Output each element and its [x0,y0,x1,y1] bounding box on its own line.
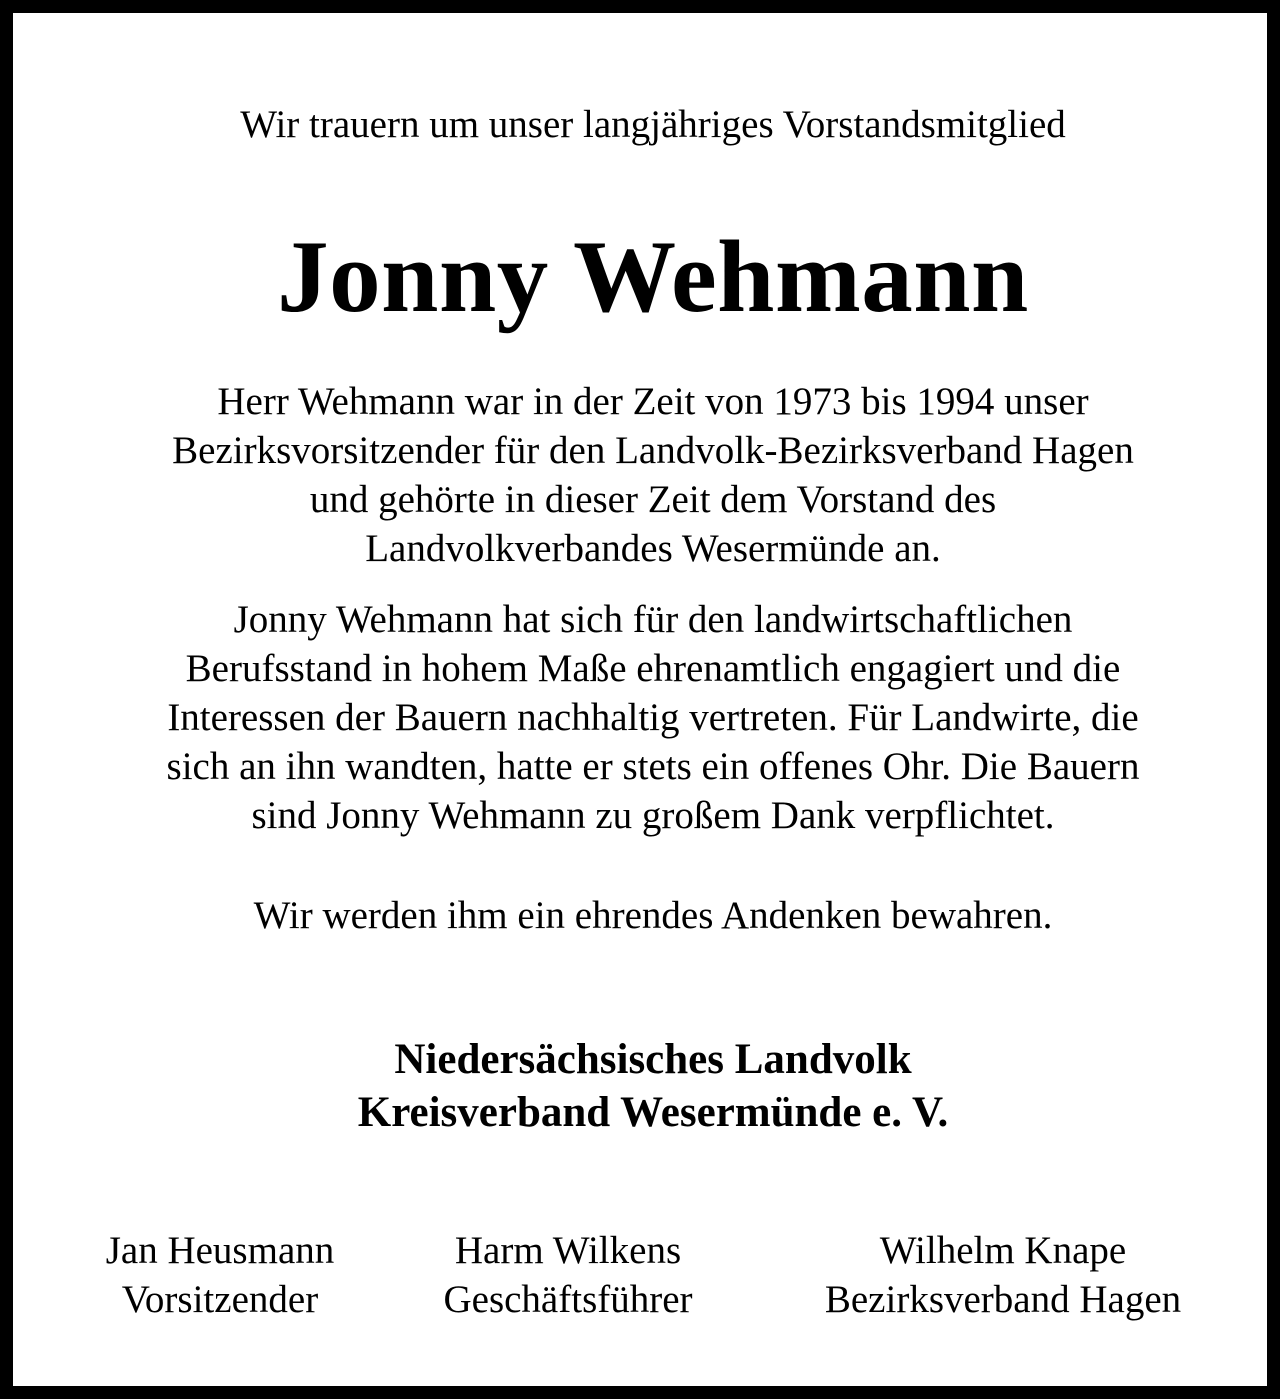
tribute-line: Interessen der Bauern nachhaltig vertreten. Für Landwirte, die [167,696,1139,739]
signatory-name: Harm Wilkens [454,1229,682,1272]
tribute-line: sind Jonny Wehmann zu großem Dank verpflichtet. [251,794,1055,837]
tribute-line: Berufsstand in hohem Maße ehrenamtlich engagiert und die [185,647,1121,690]
closing-text: Wir werden ihm ein ehrendes Andenken bewahren. [253,894,1053,937]
tribute-line: Jonny Wehmann hat sich für den landwirtschaftlichen [233,598,1073,641]
biography-line: Herr Wehmann war in der Zeit von 1973 bis 1994 unser [217,380,1089,423]
organization-name [13,1033,1280,1139]
intro-text: Wir trauern um unser langjähriges Vorstandsmitglied [240,103,1066,146]
biography-paragraph [13,377,1280,573]
signatory [413,1226,723,1324]
biography-line: und gehörte in dieser Zeit dem Vorstand des [309,478,997,521]
organization-line: Niedersächsisches Landvolk [394,1036,912,1083]
deceased-name: Jonny Wehmann [277,220,1029,334]
signatory-role: Geschäftsführer [443,1278,693,1321]
organization-line: Kreisverband Wesermünde e. V. [357,1089,949,1136]
tribute-line: sich an ihn wandten, hatte er stets ein offenes Ohr. Die Bauern [166,745,1140,788]
biography-line: Landvolkverbandes Wesermünde an. [365,527,941,570]
signatory [793,1226,1213,1324]
signatory-name: Jan Heusmann [105,1229,335,1272]
tribute-paragraph [13,595,1280,840]
signatory-role: Vorsitzender [121,1278,319,1321]
signatory-name: Wilhelm Knape [879,1229,1127,1272]
biography-line: Bezirksvorsitzender für den Landvolk-Bezirksverband Hagen [172,429,1134,472]
signatory-role: Bezirksverband Hagen [824,1278,1182,1321]
signatory [75,1226,365,1324]
